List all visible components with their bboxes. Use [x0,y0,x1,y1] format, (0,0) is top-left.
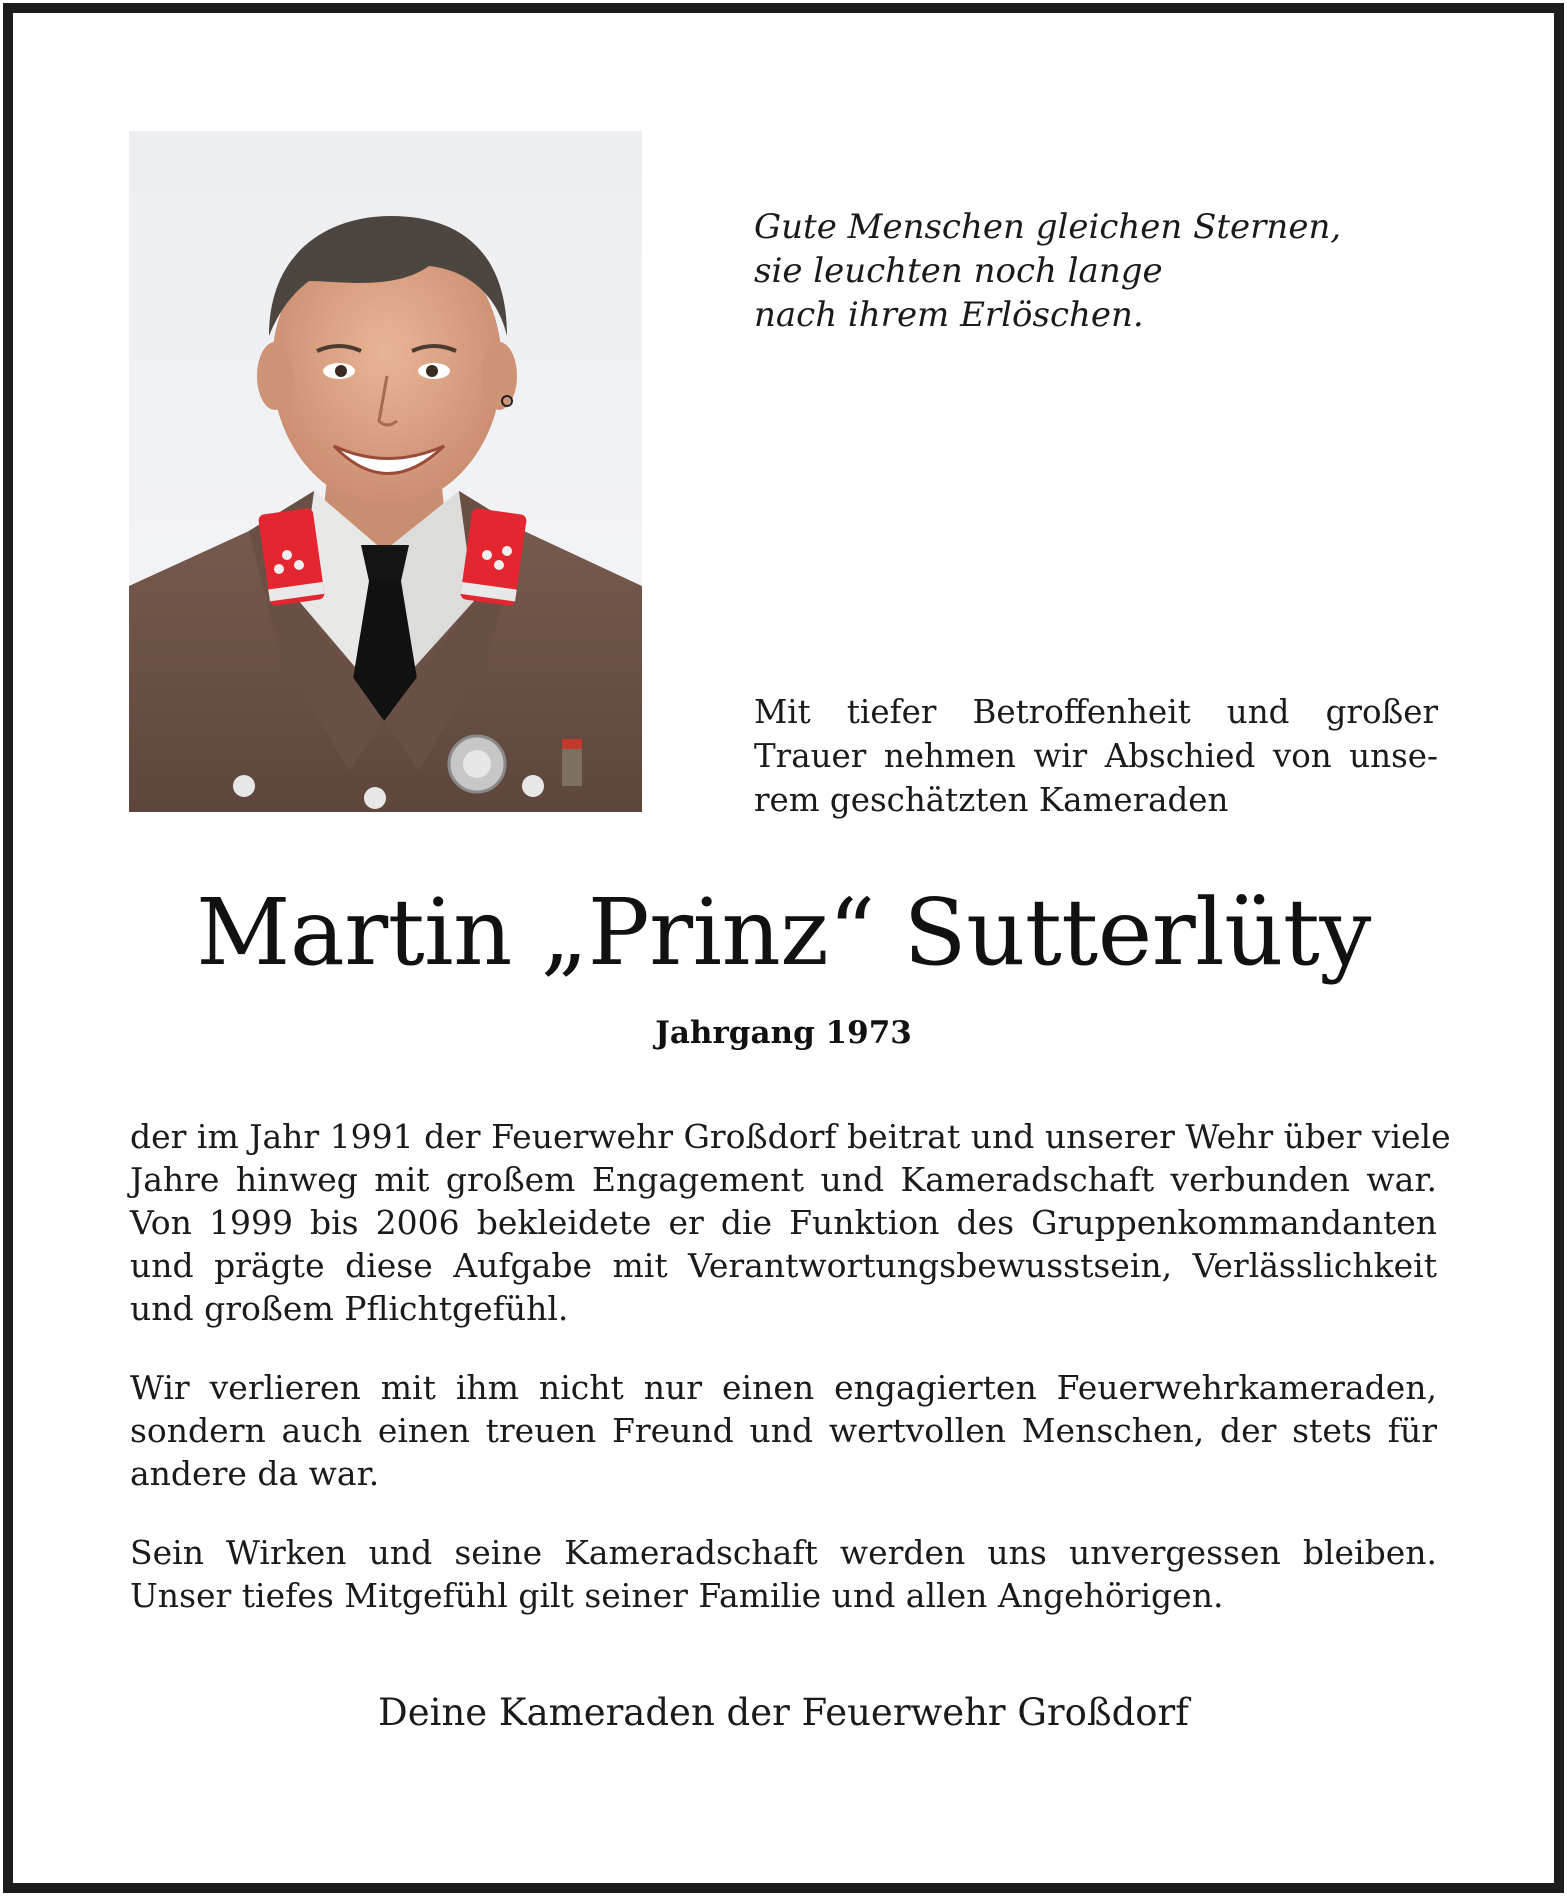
intro-line: rem geschätzten Kameraden [754,781,1229,819]
paragraph-line: Von 1999 bis 2006 bekleidete er die Funktion des Gruppenkommandanten [130,1203,1437,1242]
paragraph-line: andere da war. [130,1454,380,1493]
paragraph-line: Wir verlieren mit ihm nicht nur einen engagierten Feuerwehrkameraden, [130,1368,1437,1407]
quote-line: Gute Menschen gleichen Sternen, [754,207,1342,247]
intro-text [754,690,1438,822]
paragraph-line: und prägte diese Aufgabe mit Verantwortungsbewusstsein, Verlässlichkeit [130,1246,1437,1285]
memorial-quote [754,205,1434,337]
paragraph-condolence [130,1531,1437,1617]
paragraph-line: und großem Pflichtgefühl. [130,1289,569,1328]
deceased-name: Martin „Prinz“ Sutterlüty [196,879,1371,986]
intro-line: Trauer nehmen wir Abschied von unse- [754,737,1438,775]
paragraph-line: Jahre hinweg mit großem Engagement und Kameradschaft verbunden war. [130,1160,1437,1199]
portrait-photo [129,131,642,812]
intro-line: Mit tiefer Betroffenheit und großer [754,693,1438,731]
quote-line: nach ihrem Erlöschen. [754,295,1144,335]
paragraph-line: sondern auch einen treuen Freund und wertvollen Menschen, der stets für [130,1411,1437,1450]
quote-line: sie leuchten noch lange [754,251,1163,291]
birth-year: Jahrgang 1973 [655,1015,912,1051]
signature: Deine Kameraden der Feuerwehr Großdorf [378,1691,1189,1734]
paragraph-line: Sein Wirken und seine Kameradschaft werden uns unvergessen bleiben. [130,1533,1437,1572]
paragraph-line: Unser tiefes Mitgefühl gilt seiner Familie und allen Angehörigen. [130,1576,1224,1615]
paragraph-career [130,1115,1451,1330]
paragraph-line: der im Jahr 1991 der Feuerwehr Großdorf beitrat und unserer Wehr über viele [130,1117,1451,1156]
paragraph-tribute [130,1366,1437,1495]
